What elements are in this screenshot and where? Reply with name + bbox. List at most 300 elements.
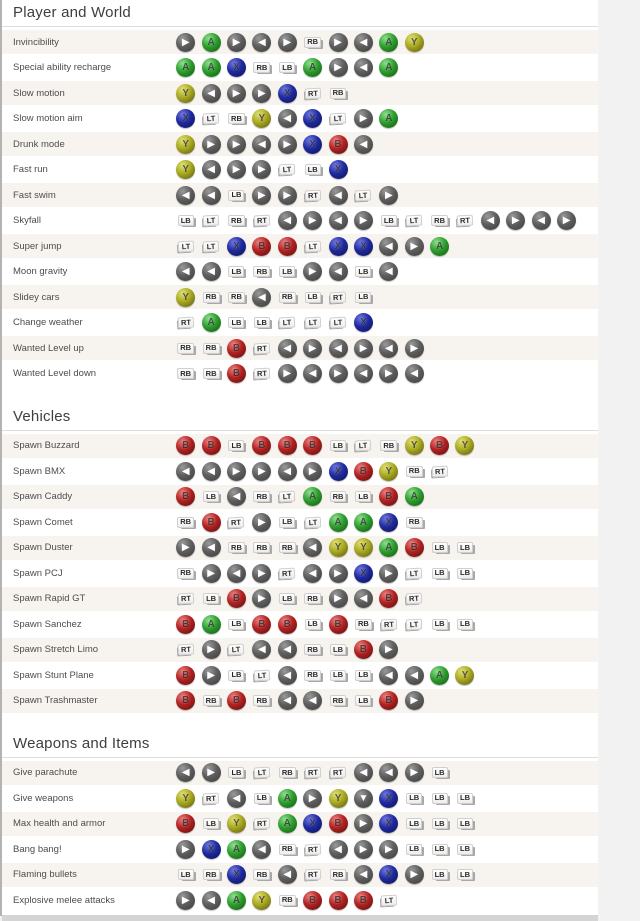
lb-key-icon: LB	[351, 292, 376, 303]
dpad-left-icon: ◀	[249, 135, 274, 154]
rb-key-icon: RB	[325, 491, 350, 502]
x-button-icon: X	[173, 109, 198, 128]
button-sequence	[173, 589, 427, 608]
lb-key-icon: LB	[224, 619, 249, 630]
button-sequence	[173, 640, 402, 659]
dpad-left-icon: ◀	[224, 487, 249, 506]
x-button-icon: X	[224, 237, 249, 256]
b-button-icon: B	[325, 135, 350, 154]
button-sequence	[173, 339, 427, 358]
lb-key-icon: LB	[351, 266, 376, 277]
b-button-icon: B	[224, 339, 249, 358]
x-button-icon: X	[198, 840, 223, 859]
lt-key-icon: LT	[351, 440, 376, 451]
cheat-row	[2, 362, 598, 386]
dpad-left-icon: ◀	[198, 538, 223, 557]
rt-key-icon: RT	[173, 593, 198, 604]
rb-key-icon: RB	[173, 343, 198, 354]
button-sequence	[173, 33, 427, 52]
lb-key-icon: LB	[224, 767, 249, 778]
cheat-row	[2, 663, 598, 687]
dpad-left-icon: ◀	[376, 763, 401, 782]
rb-key-icon: RB	[198, 368, 223, 379]
dpad-right-icon: ▶	[224, 462, 249, 481]
b-button-icon: B	[224, 589, 249, 608]
dpad-left-icon: ◀	[300, 691, 325, 710]
lb-key-icon: LB	[402, 818, 427, 829]
lb-key-icon: LB	[275, 266, 300, 277]
y-button-icon: Y	[402, 436, 427, 455]
dpad-left-icon: ◀	[173, 763, 198, 782]
dpad-right-icon: ▶	[325, 364, 350, 383]
b-button-icon: B	[173, 615, 198, 634]
lb-key-icon: LB	[351, 670, 376, 681]
cheat-label: Spawn Stretch Limo	[13, 644, 99, 655]
button-sequence	[173, 814, 478, 833]
button-sequence	[173, 691, 427, 710]
dpad-right-icon: ▶	[300, 462, 325, 481]
a-button-icon: A	[275, 814, 300, 833]
dpad-left-icon: ◀	[351, 33, 376, 52]
dpad-left-icon: ◀	[351, 364, 376, 383]
cheat-label: Change weather	[13, 317, 83, 328]
button-sequence	[173, 891, 402, 910]
dpad-left-icon: ◀	[198, 84, 223, 103]
dpad-right-icon: ▶	[198, 564, 223, 583]
dpad-left-icon: ◀	[376, 666, 401, 685]
b-button-icon: B	[249, 615, 274, 634]
cheat-label: Wanted Level up	[13, 342, 84, 354]
x-button-icon: X	[376, 513, 401, 532]
cheat-label: Skyfall	[13, 215, 41, 226]
rb-key-icon: RB	[325, 869, 350, 880]
b-button-icon: B	[173, 666, 198, 685]
y-button-icon: Y	[173, 84, 198, 103]
cheat-row	[2, 786, 598, 810]
rb-key-icon: RB	[224, 113, 249, 124]
x-button-icon: X	[325, 462, 350, 481]
dpad-right-icon: ▶	[275, 33, 300, 52]
lb-key-icon: LB	[224, 190, 249, 201]
b-button-icon: B	[198, 436, 223, 455]
dpad-right-icon: ▶	[402, 763, 427, 782]
dpad-left-icon: ◀	[249, 288, 274, 307]
cheat-row	[2, 260, 598, 284]
y-button-icon: Y	[402, 33, 427, 52]
cheat-label: Fast swim	[13, 189, 56, 201]
b-button-icon: B	[275, 615, 300, 634]
cheat-label: Moon gravity	[13, 266, 68, 277]
dpad-right-icon: ▶	[376, 640, 401, 659]
a-button-icon: A	[275, 789, 300, 808]
dpad-left-icon: ◀	[325, 186, 350, 205]
dpad-left-icon: ◀	[376, 237, 401, 256]
dpad-right-icon: ▶	[503, 211, 528, 230]
lb-key-icon: LB	[402, 844, 427, 855]
rb-key-icon: RB	[249, 542, 274, 553]
y-button-icon: Y	[249, 891, 274, 910]
b-button-icon: B	[275, 237, 300, 256]
rb-key-icon: RB	[402, 517, 427, 528]
rb-key-icon: RB	[249, 869, 274, 880]
y-button-icon: Y	[249, 109, 274, 128]
button-sequence	[173, 313, 376, 332]
dpad-right-icon: ▶	[376, 364, 401, 383]
dpad-left-icon: ◀	[325, 211, 350, 230]
dpad-right-icon: ▶	[198, 135, 223, 154]
rb-key-icon: RB	[402, 466, 427, 477]
section-title: Player and World	[2, 0, 598, 27]
button-sequence	[173, 84, 351, 103]
b-button-icon: B	[325, 891, 350, 910]
x-button-icon: X	[376, 789, 401, 808]
lb-key-icon: LB	[325, 644, 350, 655]
cheat-row	[2, 434, 598, 458]
dpad-left-icon: ◀	[402, 364, 427, 383]
rb-key-icon: RB	[275, 767, 300, 778]
a-button-icon: A	[376, 109, 401, 128]
lt-key-icon: LT	[275, 491, 300, 502]
rb-key-icon: RB	[249, 491, 274, 502]
dpad-left-icon: ◀	[376, 262, 401, 281]
cheat-label: Slow motion	[13, 87, 65, 99]
rb-key-icon: RB	[198, 292, 223, 303]
rt-key-icon: RT	[224, 517, 249, 528]
b-button-icon: B	[275, 436, 300, 455]
a-button-icon: A	[351, 513, 376, 532]
b-button-icon: B	[351, 640, 376, 659]
dpad-left-icon: ◀	[402, 666, 427, 685]
rt-key-icon: RT	[376, 619, 401, 630]
rb-key-icon: RB	[249, 266, 274, 277]
x-button-icon: X	[376, 865, 401, 884]
b-button-icon: B	[173, 814, 198, 833]
dpad-left-icon: ◀	[275, 109, 300, 128]
cheat-row	[2, 638, 598, 662]
lb-key-icon: LB	[300, 292, 325, 303]
b-button-icon: B	[249, 237, 274, 256]
cheat-label: Explosive melee attacks	[13, 894, 115, 906]
lb-key-icon: LB	[427, 869, 452, 880]
cheat-label: Spawn BMX	[13, 465, 66, 477]
dpad-right-icon: ▶	[224, 84, 249, 103]
rt-key-icon: RT	[402, 593, 427, 604]
a-button-icon: A	[198, 58, 223, 77]
lt-key-icon: LT	[249, 670, 274, 681]
b-button-icon: B	[402, 538, 427, 557]
cheat-label: Invincibility	[13, 36, 59, 48]
x-button-icon: X	[275, 84, 300, 103]
dpad-left-icon: ◀	[300, 564, 325, 583]
rb-key-icon: RB	[173, 368, 198, 379]
dpad-left-icon: ◀	[198, 262, 223, 281]
dpad-left-icon: ◀	[249, 640, 274, 659]
dpad-right-icon: ▶	[249, 589, 274, 608]
button-sequence	[173, 615, 478, 634]
button-sequence	[173, 237, 452, 256]
button-sequence	[173, 160, 351, 179]
cheat-label: Slow motion aim	[13, 113, 83, 124]
dpad-down-icon: ▼	[351, 789, 376, 808]
y-button-icon: Y	[351, 538, 376, 557]
dpad-left-icon: ◀	[224, 789, 249, 808]
cheat-row	[2, 587, 598, 611]
dpad-left-icon: ◀	[249, 840, 274, 859]
b-button-icon: B	[173, 691, 198, 710]
dpad-right-icon: ▶	[376, 186, 401, 205]
a-button-icon: A	[198, 615, 223, 634]
dpad-right-icon: ▶	[249, 84, 274, 103]
section-title: Weapons and Items	[2, 731, 598, 758]
cheat-row	[2, 30, 598, 54]
rb-key-icon: RB	[249, 62, 274, 73]
rt-key-icon: RT	[249, 818, 274, 829]
button-sequence	[173, 109, 402, 128]
rt-key-icon: RT	[198, 793, 223, 804]
cheat-row	[2, 336, 598, 360]
button-sequence	[173, 58, 402, 77]
button-sequence	[173, 666, 478, 685]
button-sequence	[173, 462, 452, 481]
button-sequence	[173, 262, 402, 281]
button-sequence	[173, 436, 478, 455]
cheat-label: Fast run	[13, 164, 48, 175]
dpad-right-icon: ▶	[249, 160, 274, 179]
lb-key-icon: LB	[224, 266, 249, 277]
dpad-right-icon: ▶	[300, 789, 325, 808]
dpad-right-icon: ▶	[249, 186, 274, 205]
rt-key-icon: RT	[173, 644, 198, 655]
x-button-icon: X	[224, 865, 249, 884]
rb-key-icon: RB	[427, 215, 452, 226]
cheat-row	[2, 285, 598, 309]
cheat-row	[2, 888, 598, 912]
y-button-icon: Y	[325, 538, 350, 557]
b-button-icon: B	[198, 513, 223, 532]
a-button-icon: A	[376, 33, 401, 52]
lt-key-icon: LT	[402, 215, 427, 226]
dpad-left-icon: ◀	[528, 211, 553, 230]
cheat-label: Give parachute	[13, 767, 78, 778]
x-button-icon: X	[300, 109, 325, 128]
dpad-right-icon: ▶	[173, 538, 198, 557]
dpad-right-icon: ▶	[224, 135, 249, 154]
rb-key-icon: RB	[300, 593, 325, 604]
a-button-icon: A	[300, 58, 325, 77]
dpad-right-icon: ▶	[351, 109, 376, 128]
rb-key-icon: RB	[300, 37, 325, 48]
rt-key-icon: RT	[452, 215, 477, 226]
rt-key-icon: RT	[427, 466, 452, 477]
b-button-icon: B	[325, 814, 350, 833]
dpad-right-icon: ▶	[249, 564, 274, 583]
cheat-row	[2, 561, 598, 585]
dpad-right-icon: ▶	[351, 814, 376, 833]
rt-key-icon: RT	[300, 869, 325, 880]
lt-key-icon: LT	[173, 241, 198, 252]
lt-key-icon: LT	[300, 317, 325, 328]
lb-key-icon: LB	[275, 593, 300, 604]
rb-key-icon: RB	[224, 542, 249, 553]
lt-key-icon: LT	[198, 113, 223, 124]
cheat-section	[2, 731, 598, 913]
cheat-label: Bang bang!	[13, 843, 62, 855]
lb-key-icon: LB	[300, 164, 325, 175]
lb-key-icon: LB	[300, 619, 325, 630]
a-button-icon: A	[376, 538, 401, 557]
y-button-icon: Y	[452, 666, 477, 685]
dpad-left-icon: ◀	[300, 538, 325, 557]
rt-key-icon: RT	[249, 343, 274, 354]
cheat-section	[2, 404, 598, 713]
lb-key-icon: LB	[351, 695, 376, 706]
a-button-icon: A	[402, 487, 427, 506]
dpad-left-icon: ◀	[275, 462, 300, 481]
y-button-icon: Y	[173, 288, 198, 307]
dpad-right-icon: ▶	[402, 339, 427, 358]
rb-key-icon: RB	[376, 440, 401, 451]
rb-key-icon: RB	[249, 695, 274, 706]
dpad-right-icon: ▶	[173, 33, 198, 52]
lb-key-icon: LB	[452, 568, 477, 579]
dpad-left-icon: ◀	[351, 589, 376, 608]
lt-key-icon: LT	[300, 241, 325, 252]
dpad-right-icon: ▶	[325, 58, 350, 77]
b-button-icon: B	[351, 462, 376, 481]
cheat-label: Super jump	[13, 240, 62, 252]
button-sequence	[173, 288, 376, 307]
dpad-right-icon: ▶	[249, 513, 274, 532]
b-button-icon: B	[427, 436, 452, 455]
cheat-label: Drunk mode	[13, 138, 65, 150]
cheat-label: Flaming bullets	[13, 869, 77, 880]
y-button-icon: Y	[173, 135, 198, 154]
b-button-icon: B	[300, 891, 325, 910]
cheat-row	[2, 536, 598, 560]
dpad-left-icon: ◀	[173, 262, 198, 281]
a-button-icon: A	[427, 237, 452, 256]
dpad-right-icon: ▶	[198, 640, 223, 659]
x-button-icon: X	[351, 313, 376, 332]
lb-key-icon: LB	[325, 670, 350, 681]
lb-key-icon: LB	[427, 844, 452, 855]
section-title: Vehicles	[2, 404, 598, 431]
rt-key-icon: RT	[249, 215, 274, 226]
dpad-right-icon: ▶	[402, 691, 427, 710]
cheat-label: Spawn Stunt Plane	[13, 669, 94, 681]
dpad-right-icon: ▶	[300, 211, 325, 230]
cheat-row	[2, 107, 598, 131]
lt-key-icon: LT	[224, 644, 249, 655]
cheat-row	[2, 81, 598, 105]
rb-key-icon: RB	[325, 88, 350, 99]
dpad-left-icon: ◀	[376, 339, 401, 358]
cheat-label: Spawn Comet	[13, 516, 73, 528]
dpad-left-icon: ◀	[300, 364, 325, 383]
b-button-icon: B	[300, 436, 325, 455]
button-sequence	[173, 865, 478, 884]
rt-key-icon: RT	[275, 568, 300, 579]
lb-key-icon: LB	[173, 215, 198, 226]
lb-key-icon: LB	[224, 670, 249, 681]
lb-key-icon: LB	[198, 818, 223, 829]
dpad-right-icon: ▶	[402, 865, 427, 884]
cheat-row	[2, 459, 598, 483]
dpad-left-icon: ◀	[275, 691, 300, 710]
lb-key-icon: LB	[452, 818, 477, 829]
dpad-right-icon: ▶	[325, 33, 350, 52]
cheat-row	[2, 485, 598, 509]
b-button-icon: B	[224, 364, 249, 383]
cheat-row	[2, 612, 598, 636]
cheat-row	[2, 689, 598, 713]
dpad-left-icon: ◀	[198, 186, 223, 205]
dpad-right-icon: ▶	[198, 763, 223, 782]
cheat-row	[2, 812, 598, 836]
lt-key-icon: LT	[275, 164, 300, 175]
a-button-icon: A	[173, 58, 198, 77]
button-sequence	[173, 364, 427, 383]
a-button-icon: A	[427, 666, 452, 685]
rb-key-icon: RB	[173, 568, 198, 579]
rb-key-icon: RB	[275, 292, 300, 303]
dpad-left-icon: ◀	[275, 211, 300, 230]
rb-key-icon: RB	[198, 695, 223, 706]
x-button-icon: X	[351, 237, 376, 256]
lt-key-icon: LT	[402, 568, 427, 579]
dpad-right-icon: ▶	[224, 33, 249, 52]
lb-key-icon: LB	[452, 844, 477, 855]
lt-key-icon: LT	[351, 190, 376, 201]
cheat-row	[2, 132, 598, 156]
b-button-icon: B	[224, 691, 249, 710]
rb-key-icon: RB	[275, 542, 300, 553]
button-sequence	[173, 789, 478, 808]
y-button-icon: Y	[376, 462, 401, 481]
b-button-icon: B	[351, 891, 376, 910]
lb-key-icon: LB	[427, 767, 452, 778]
dpad-right-icon: ▶	[249, 462, 274, 481]
lb-key-icon: LB	[427, 568, 452, 579]
dpad-right-icon: ▶	[300, 339, 325, 358]
x-button-icon: X	[325, 237, 350, 256]
dpad-right-icon: ▶	[300, 262, 325, 281]
a-button-icon: A	[198, 313, 223, 332]
dpad-right-icon: ▶	[351, 840, 376, 859]
dpad-left-icon: ◀	[325, 840, 350, 859]
dpad-left-icon: ◀	[325, 339, 350, 358]
lb-key-icon: LB	[452, 542, 477, 553]
cheat-label: Give weapons	[13, 792, 74, 804]
lb-key-icon: LB	[452, 619, 477, 630]
dpad-left-icon: ◀	[325, 262, 350, 281]
dpad-right-icon: ▶	[224, 160, 249, 179]
b-button-icon: B	[173, 436, 198, 455]
a-button-icon: A	[198, 33, 223, 52]
dpad-right-icon: ▶	[325, 589, 350, 608]
cheat-label: Spawn Buzzard	[13, 440, 80, 451]
lt-key-icon: LT	[325, 113, 350, 124]
dpad-left-icon: ◀	[173, 462, 198, 481]
rb-key-icon: RB	[275, 844, 300, 855]
dpad-right-icon: ▶	[325, 564, 350, 583]
y-button-icon: Y	[173, 160, 198, 179]
dpad-left-icon: ◀	[351, 135, 376, 154]
dpad-left-icon: ◀	[198, 891, 223, 910]
dpad-left-icon: ◀	[275, 339, 300, 358]
cheat-row	[2, 837, 598, 861]
x-button-icon: X	[376, 814, 401, 833]
